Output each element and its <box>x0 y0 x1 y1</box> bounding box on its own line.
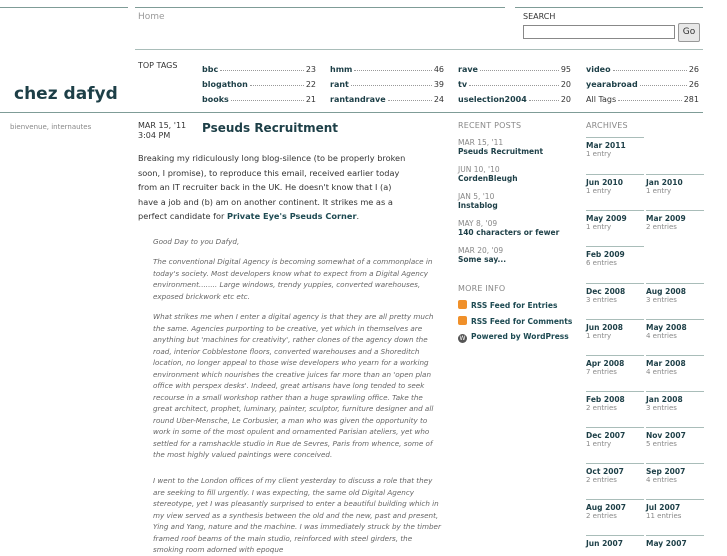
masthead-rule <box>0 112 703 113</box>
nav-rule <box>135 49 703 50</box>
header-rule-right <box>515 7 703 8</box>
tag-count: 26 <box>688 80 699 89</box>
tag-leader <box>388 100 432 101</box>
recent-post-title[interactable]: Pseuds Recruitment <box>458 147 544 156</box>
archive-month[interactable]: Sep 2007 <box>646 467 686 476</box>
archive-month[interactable]: Dec 2007 <box>586 431 626 440</box>
archive-divider <box>586 137 644 138</box>
tag-name[interactable]: bbc <box>202 65 219 74</box>
tag-row[interactable] <box>458 74 571 89</box>
more-info-link-label[interactable]: RSS Feed for Entries <box>471 301 558 310</box>
recent-post-title[interactable]: CordenBleugh <box>458 174 518 183</box>
archive-divider <box>586 463 644 464</box>
archive-divider <box>646 210 704 211</box>
archive-item[interactable] <box>586 395 644 412</box>
tag-count: 24 <box>433 95 444 104</box>
recent-post-date: MAR 15, '11 <box>458 138 504 147</box>
more-info-link[interactable] <box>458 332 569 343</box>
tag-row[interactable] <box>458 59 571 74</box>
top-tags-column <box>330 59 444 104</box>
tag-row[interactable] <box>330 59 444 74</box>
private-eye-link[interactable]: Private Eye's Pseuds Corner <box>226 211 357 221</box>
archive-count: 1 entry <box>586 223 612 231</box>
tag-row[interactable] <box>458 89 571 104</box>
tag-count: 46 <box>433 65 444 74</box>
archive-divider <box>586 246 644 247</box>
nav-home-link[interactable]: Home <box>138 12 165 22</box>
tag-leader <box>469 85 559 86</box>
recent-post-item[interactable] <box>458 165 518 183</box>
archive-month[interactable]: May 2009 <box>586 214 627 223</box>
archive-item[interactable] <box>586 214 644 231</box>
archive-count: 2 entries <box>586 476 617 484</box>
archive-divider <box>586 283 644 284</box>
archive-item[interactable] <box>646 178 704 195</box>
tag-row[interactable] <box>202 89 316 104</box>
tag-row[interactable] <box>586 59 699 74</box>
archive-month[interactable]: Apr 2008 <box>586 359 625 368</box>
archive-item[interactable] <box>586 178 644 195</box>
tag-leader <box>351 85 432 86</box>
archive-month[interactable]: Aug 2008 <box>646 287 686 296</box>
recent-post-item[interactable] <box>458 138 543 156</box>
archive-item[interactable] <box>646 359 704 376</box>
archive-count: 1 entry <box>586 187 612 195</box>
tag-count: 20 <box>560 95 571 104</box>
tag-row[interactable] <box>202 59 316 74</box>
archive-count: 1 entry <box>586 150 612 158</box>
archive-count: 1 entry <box>646 187 672 195</box>
search-input[interactable] <box>523 25 675 39</box>
tag-leader <box>640 85 687 86</box>
archive-count: 2 entries <box>586 404 617 412</box>
archive-item[interactable] <box>586 287 644 304</box>
tag-count: 23 <box>305 65 316 74</box>
archive-count: 6 entries <box>586 259 617 267</box>
tag-name[interactable]: hmm <box>330 65 353 74</box>
recent-post-title[interactable]: Some say... <box>458 255 507 264</box>
tag-name[interactable]: yearabroad <box>586 80 638 89</box>
tag-count: 281 <box>683 95 699 104</box>
archive-month[interactable]: Jul 2007 <box>646 503 681 512</box>
archive-count: 1 entry <box>586 332 612 340</box>
site-tagline: bienvenue, internautes <box>10 123 92 131</box>
archive-item[interactable] <box>586 539 644 548</box>
tag-name[interactable]: books <box>202 95 229 104</box>
archive-item[interactable] <box>586 431 644 448</box>
archive-month[interactable]: Feb 2009 <box>586 250 625 259</box>
archive-divider <box>646 391 704 392</box>
top-tags-column <box>586 59 699 104</box>
archive-count: 4 entries <box>646 476 677 484</box>
tag-name[interactable]: rantandrave <box>330 95 386 104</box>
archive-divider <box>646 463 704 464</box>
tag-row[interactable] <box>330 74 444 89</box>
archive-month[interactable]: Mar 2009 <box>646 214 686 223</box>
archive-month[interactable]: Jan 2008 <box>646 395 683 404</box>
quote-paragraph: The conventional Digital Agency is becoming somewhat of a commonplace in today's society. Most developers know what to expect from a Digital Agency environment........ Large windows, trendy yuppies, converted warehouses, exposed brickwork etc etc. <box>153 257 433 301</box>
archive-month[interactable]: May 2008 <box>646 323 687 332</box>
post-body <box>138 151 412 224</box>
recent-post-title[interactable]: 140 characters or fewer <box>458 228 560 237</box>
tag-count: 20 <box>560 80 571 89</box>
top-tags-column <box>202 59 316 104</box>
archive-divider <box>586 174 644 175</box>
wordpress-icon: W <box>459 335 466 342</box>
post-date-day: MAR 15, '11 <box>138 121 187 130</box>
recent-post-date: MAY 8, '09 <box>458 219 498 228</box>
tag-name[interactable]: blogathon <box>202 80 248 89</box>
tag-leader <box>480 70 559 71</box>
tag-count: 22 <box>305 80 316 89</box>
more-info-link-label[interactable]: Powered by WordPress <box>471 332 569 341</box>
archive-item[interactable] <box>586 323 644 340</box>
more-info-link-label[interactable]: RSS Feed for Comments <box>471 317 573 326</box>
archive-divider <box>646 174 704 175</box>
archive-month[interactable]: Aug 2007 <box>586 503 626 512</box>
site-title[interactable]: chez dafyd <box>14 84 118 104</box>
archive-count: 4 entries <box>646 332 677 340</box>
archive-item[interactable] <box>646 395 704 412</box>
recent-post-date: MAR 20, '09 <box>458 246 504 255</box>
archive-divider <box>646 355 704 356</box>
header-rule-left <box>0 7 128 8</box>
search-go-button[interactable]: Go <box>678 23 700 42</box>
archive-divider <box>646 499 704 500</box>
post-body-text: Breaking my ridiculously long blog-silence (to be properly broken soon, I promise), to reproduce this email, received earlier today from an IT recruiter back in the UK. He doesn't know that I (a) have a job and (b) am on another continent. It strikes me as a perfect candidate for <box>138 153 406 221</box>
archive-item[interactable] <box>646 287 704 304</box>
archive-item[interactable] <box>646 503 704 520</box>
archive-divider <box>646 535 704 536</box>
tag-leader <box>250 85 304 86</box>
archive-month[interactable]: Nov 2007 <box>646 431 686 440</box>
rss-icon <box>458 316 467 325</box>
recent-post-item[interactable] <box>458 246 506 264</box>
recent-post-date: JAN 5, '10 <box>458 192 495 201</box>
tag-row[interactable] <box>586 89 699 104</box>
archive-month[interactable]: Jun 2007 <box>586 539 623 548</box>
recent-post-item[interactable] <box>458 192 498 210</box>
archive-divider <box>586 499 644 500</box>
archive-count: 7 entries <box>586 368 617 376</box>
recent-post-date: JUN 10, '10 <box>458 165 500 174</box>
recent-posts-heading: RECENT POSTS <box>458 121 522 130</box>
archive-month[interactable]: Jun 2010 <box>586 178 623 187</box>
tag-leader <box>618 100 682 101</box>
tag-leader <box>613 70 687 71</box>
archive-month[interactable]: Mar 2008 <box>646 359 686 368</box>
archive-divider <box>586 355 644 356</box>
archive-divider <box>646 283 704 284</box>
archive-divider <box>586 319 644 320</box>
tag-leader <box>220 70 304 71</box>
archive-item[interactable] <box>586 250 644 267</box>
tag-row[interactable] <box>202 74 316 89</box>
post-date <box>138 121 186 141</box>
archive-item[interactable] <box>646 214 704 231</box>
tag-name[interactable]: All Tags <box>586 95 617 104</box>
archive-month[interactable]: Oct 2007 <box>586 467 624 476</box>
tag-count: 26 <box>688 65 699 74</box>
archive-count: 5 entries <box>646 440 677 448</box>
post-body-end: . <box>356 211 360 221</box>
tag-count: 39 <box>433 80 444 89</box>
more-info-link[interactable] <box>458 300 557 310</box>
post-date-time: 3:04 PM <box>138 131 171 140</box>
archive-month[interactable]: Mar 2011 <box>586 141 626 150</box>
archive-count: 3 entries <box>646 404 677 412</box>
archive-divider <box>646 319 704 320</box>
search-label: SEARCH <box>523 12 556 21</box>
recent-post-title[interactable]: Instablog <box>458 201 498 210</box>
archive-item[interactable] <box>586 359 644 376</box>
archive-divider <box>586 210 644 211</box>
archive-divider <box>586 535 644 536</box>
quote-paragraph: What strikes me when I enter a digital agency is that they are all pretty much the same. Agencies purporting to be creative, yet which in themselves are anything but 'machines for creativity', rather clones of the agency down the road, interior Cobblestone floors, converted warehouses and a Shoreditch location, no longer appeal to those wise developers who yearn for a working environment which nourishes the creative juices far more than an 'open plan office with perspex desks'. Indeed, great artisans have long tended to seek recourse in a small workshop rather than a huge sprawling office. Take the great architect, prophet, luminary, painter, sculptor, furniture designer and all round Uber-Mensche, Le Corbusier, a man who was given the opportunity to work in some of the most opulent and ornamented Parisian ateliers, yet who settled for a ramshackle studio in Rue de Sevres, Paris from whence, some of the most highly valued paintings were conceived. <box>153 312 434 459</box>
tag-count: 21 <box>305 95 316 104</box>
tag-leader <box>354 70 431 71</box>
rss-icon <box>458 300 467 309</box>
archive-month[interactable]: Feb 2008 <box>586 395 625 404</box>
recent-post-item[interactable] <box>458 219 559 237</box>
archive-item[interactable] <box>646 431 704 448</box>
archive-count: 2 entries <box>646 223 677 231</box>
archive-divider <box>586 427 644 428</box>
tag-row[interactable] <box>586 74 699 89</box>
archives-heading: ARCHIVES <box>586 121 628 130</box>
archive-count: 11 entries <box>646 512 682 520</box>
tag-count: 95 <box>560 65 571 74</box>
more-info-link[interactable] <box>458 316 572 326</box>
archive-divider <box>646 427 704 428</box>
archive-count: 2 entries <box>586 512 617 520</box>
tag-name[interactable]: rant <box>330 80 349 89</box>
archive-count: 1 entry <box>586 440 612 448</box>
archive-month[interactable]: Jun 2008 <box>586 323 623 332</box>
archive-item[interactable] <box>586 503 644 520</box>
tag-row[interactable] <box>330 89 444 104</box>
archive-month[interactable]: May 2007 <box>646 539 687 548</box>
quote-greeting: Good Day to you Dafyd, <box>153 237 240 246</box>
archive-item[interactable] <box>646 539 704 548</box>
tag-name[interactable]: uselection2004 <box>458 95 527 104</box>
header-rule-main <box>135 7 505 8</box>
tag-name[interactable]: tv <box>458 80 468 89</box>
tag-name[interactable]: rave <box>458 65 478 74</box>
archive-count: 4 entries <box>646 368 677 376</box>
quote-paragraph: I went to the London offices of my client yesterday to discuss a role that they are seeking to fill urgently. I was expecting, the same old Digital Agency stereotype, yet I was pleasantly surprised to enter a beautiful building which in my view served as a synthesis between the old and the new, past and present, Ying and Yang, nature and the machine. I was immediately struck by the timber framed roof beams of the main studio, reinforced with steel girders, the smoking room adorned with epoque <box>153 476 441 554</box>
archive-count: 3 entries <box>646 296 677 304</box>
post-title[interactable]: Pseuds Recruitment <box>202 121 339 135</box>
tag-leader <box>529 100 559 101</box>
tag-leader <box>231 100 304 101</box>
archive-item[interactable] <box>646 467 704 484</box>
top-tags-label: TOP TAGS <box>138 61 178 70</box>
archive-item[interactable] <box>586 141 644 158</box>
archive-item[interactable] <box>586 467 644 484</box>
archive-month[interactable]: Jan 2010 <box>646 178 683 187</box>
tag-name[interactable]: video <box>586 65 611 74</box>
archive-month[interactable]: Dec 2008 <box>586 287 626 296</box>
archive-count: 3 entries <box>586 296 617 304</box>
more-info-heading: MORE INFO <box>458 284 506 293</box>
archive-item[interactable] <box>646 323 704 340</box>
archive-divider <box>586 391 644 392</box>
top-tags-column <box>458 59 571 104</box>
